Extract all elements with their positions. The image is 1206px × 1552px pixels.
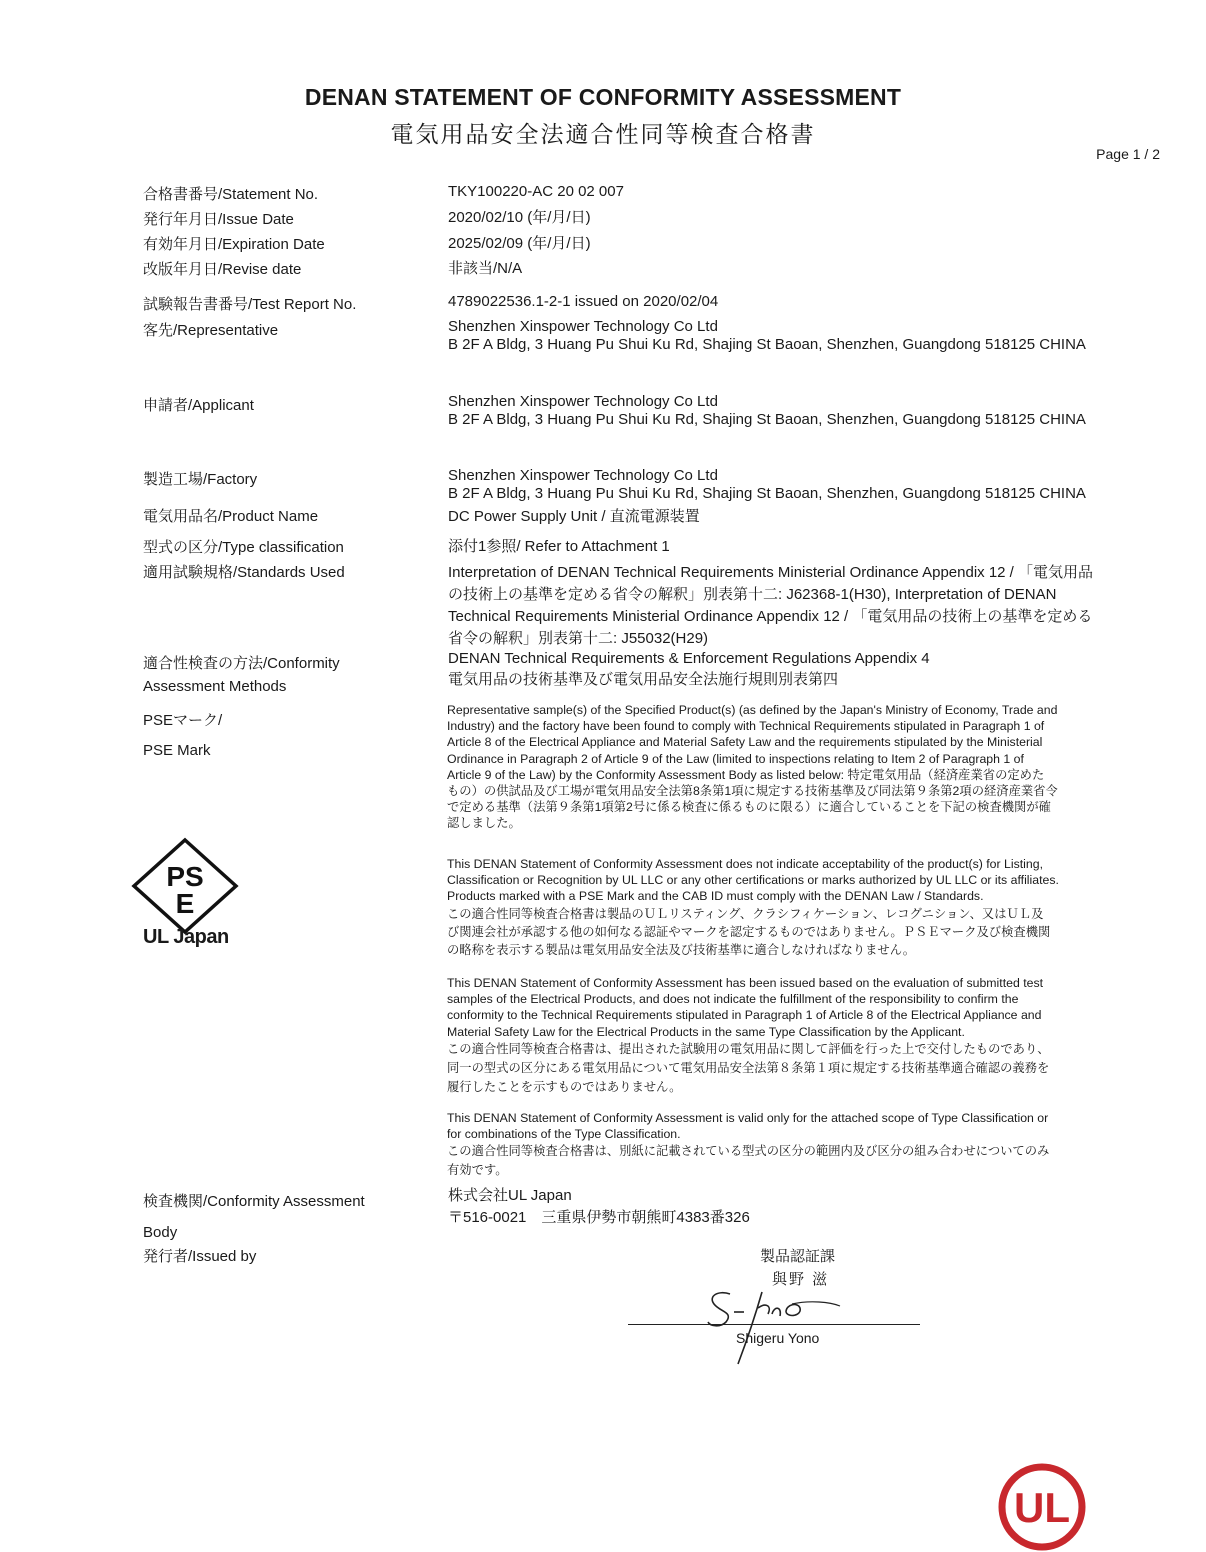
ul-logo bbox=[996, 1462, 1088, 1552]
factory-address: B 2F A Bldg, 3 Huang Pu Shui Ku Rd, Shajing St Baoan, Shenzhen, Guangdong 518125 CHINA bbox=[448, 485, 1086, 502]
issued-by-label: 発行者/Issued by bbox=[143, 1248, 257, 1265]
paragraph-line: Ordinance in Paragraph 2 of Article 9 of the Law (limited to inspections relating to Item 2 of Paragraph 1 of bbox=[447, 751, 1024, 766]
body-label-line: 検査機関/Conformity Assessment bbox=[143, 1193, 365, 1210]
applicant-address: B 2F A Bldg, 3 Huang Pu Shui Ku Rd, Shajing St Baoan, Shenzhen, Guangdong 518125 CHINA bbox=[448, 411, 1086, 428]
type-classification-value: 添付1参照/ Refer to Attachment 1 bbox=[448, 538, 670, 555]
issue-date-value: 2020/02/10 (年/月/日) bbox=[448, 209, 591, 226]
paragraph-line: この適合性同等検査合格書は製品のＵＬリスティング、クラシフィケーション、レコグニション、又はＵＬ及 bbox=[447, 906, 1044, 921]
methods-label-line: Assessment Methods bbox=[143, 678, 287, 695]
document-title-ja: 電気用品安全法適合性同等検査合格書 bbox=[390, 121, 816, 147]
paragraph-line: samples of the Electrical Products, and does not indicate the fulfillment of the responsibility to confirm the bbox=[447, 992, 1019, 1007]
representative-label: 客先/Representative bbox=[143, 322, 279, 339]
pse-logo-e: E bbox=[175, 888, 195, 919]
methods-line: 電気用品の技術基準及び電気用品安全法施行規則別表第四 bbox=[448, 671, 839, 688]
paragraph-line: This DENAN Statement of Conformity Assessment does not indicate acceptability of the product(s) for Listing, bbox=[447, 857, 1043, 871]
pse-mark-label-line: PSEマーク/ bbox=[143, 712, 223, 729]
paragraph-line: この適合性同等検査合格書は、提出された試験用の電気用品に関して評価を行った上で交付したものであり、 bbox=[447, 1041, 1050, 1056]
issuer-name-en: Shigeru Yono bbox=[736, 1330, 820, 1346]
body-address: 〒516-0021 三重県伊勢市朝熊町4383番326 bbox=[448, 1209, 750, 1226]
paragraph-line: for combinations of the Type Classification. bbox=[447, 1127, 681, 1142]
paragraph-validity bbox=[447, 1110, 1159, 1180]
body-label bbox=[143, 1186, 365, 1248]
pse-mark-label bbox=[143, 706, 222, 766]
applicant-name: Shenzhen Xinspower Technology Co Ltd bbox=[448, 393, 718, 410]
pse-logo-ps: PS bbox=[166, 861, 204, 892]
product-name-label: 電気用品名/Product Name bbox=[143, 508, 319, 525]
statement-no-label: 合格書番号/Statement No. bbox=[143, 186, 319, 203]
representative-value bbox=[448, 318, 1086, 354]
paragraph-line: 有効です。 bbox=[447, 1163, 508, 1178]
signature bbox=[700, 1286, 850, 1368]
paragraph-scope bbox=[447, 702, 1159, 832]
standards-line: 省令の解釈」別表第十二: J55032(H29) bbox=[448, 630, 709, 647]
factory-value bbox=[448, 467, 1086, 503]
statement-no-value: TKY100220-AC 20 02 007 bbox=[448, 183, 624, 200]
applicant-value bbox=[448, 393, 1086, 429]
page-number: Page 1 / 2 bbox=[1096, 146, 1160, 162]
revise-date-value: 非該当/N/A bbox=[448, 260, 523, 277]
paragraph-line: Material Safety Law for the Electrical Products in the same Type Classification by the Applicant. bbox=[447, 1024, 965, 1039]
representative-address: B 2F A Bldg, 3 Huang Pu Shui Ku Rd, Shajing St Baoan, Shenzhen, Guangdong 518125 CHINA bbox=[448, 336, 1086, 353]
factory-label: 製造工場/Factory bbox=[143, 471, 258, 488]
factory-name: Shenzhen Xinspower Technology Co Ltd bbox=[448, 467, 718, 484]
signature-line bbox=[628, 1324, 920, 1325]
paragraph-line: 認しました。 bbox=[447, 816, 521, 831]
methods-value bbox=[448, 648, 930, 690]
methods-label bbox=[143, 652, 340, 698]
paragraph-evaluation bbox=[447, 975, 1159, 1097]
body-value bbox=[448, 1185, 750, 1229]
methods-line: DENAN Technical Requirements & Enforcement Regulations Appendix 4 bbox=[448, 650, 930, 667]
standards-value bbox=[448, 562, 1093, 650]
expiration-date-label: 有効年月日/Expiration Date bbox=[143, 236, 325, 253]
paragraph-line: This DENAN Statement of Conformity Assessment has been issued based on the evaluation of submitted test bbox=[447, 976, 1044, 990]
body-label-line: Body bbox=[143, 1224, 178, 1241]
paragraph-line: この適合性同等検査合格書は、別紙に記載されている型式の区分の範囲内及び区分の組み合わせについてのみ bbox=[447, 1144, 1050, 1159]
paragraph-line: 同一の型式の区分にある電気用品について電気用品安全法第８条第１項に規定する技術基準適合確認の義務を bbox=[447, 1060, 1050, 1075]
expiration-date-value: 2025/02/09 (年/月/日) bbox=[448, 235, 591, 252]
issue-date-label: 発行年月日/Issue Date bbox=[143, 211, 294, 228]
type-classification-label: 型式の区分/Type classification bbox=[143, 539, 344, 556]
applicant-label: 申請者/Applicant bbox=[143, 397, 254, 414]
standards-line: の技術上の基準を定める省令の解釈」別表第十二: J62368-1(H30), Interpretation of DENAN bbox=[448, 586, 1057, 603]
standards-line: Technical Requirements Ministerial Ordinance Appendix 12 / 「電気用品の技術上の基準を定める bbox=[448, 608, 1093, 625]
body-name: 株式会社UL Japan bbox=[448, 1187, 572, 1204]
paragraph-line: This DENAN Statement of Conformity Assessment is valid only for the attached scope of Type Classification or bbox=[447, 1111, 1049, 1125]
test-report-label: 試験報告書番号/Test Report No. bbox=[143, 296, 357, 313]
paragraph-line: もの）の供試品及び工場が電気用品安全法第8条第1項に規定する技術基準及び同法第９条第2項の経済産業省令 bbox=[447, 784, 1058, 799]
test-report-value: 4789022536.1-2-1 issued on 2020/02/04 bbox=[448, 293, 719, 310]
document-title-en: DENAN STATEMENT OF CONFORMITY ASSESSMENT bbox=[304, 84, 902, 110]
product-name-value: DC Power Supply Unit / 直流電源装置 bbox=[448, 508, 700, 525]
ul-logo-letters: UL bbox=[1014, 1484, 1070, 1531]
paragraph-line: Classification or Recognition by UL LLC or any other certifications or marks authorized by UL LLC or its affiliates. bbox=[447, 873, 1059, 888]
pse-mark-label-line: PSE Mark bbox=[143, 742, 211, 759]
paragraph-line: 履行したことを示すものではありません。 bbox=[447, 1079, 682, 1094]
paragraph-line: Representative sample(s) of the Specified Product(s) (as defined by the Japan's Ministry of Economy, Trade and bbox=[447, 703, 1058, 717]
paragraph-line: の略称を表示する製品は電気用品安全法及び技術基準に適合しなければなりません。 bbox=[447, 942, 916, 957]
paragraph-line: Article 8 of the Electrical Appliance and Material Safety Law and the requirements stipulated by the Ministerial bbox=[447, 735, 1043, 750]
representative-name: Shenzhen Xinspower Technology Co Ltd bbox=[448, 318, 718, 335]
paragraph-line: Article 9 of the Law) by the Conformity Assessment Body as listed below: 特定電気用品（経済産業省の定めた bbox=[447, 767, 1045, 782]
paragraph-line: conformity to the Technical Requirements stipulated in Paragraph 1 of Article 8 of the Electrical Appliance and bbox=[447, 1008, 1042, 1023]
methods-label-line: 適合性検査の方法/Conformity bbox=[143, 655, 340, 672]
paragraph-line: で定める基準（法第９条第1項第2号に係る検査に係るものに限る）に適合していることを下記の検査機関が確 bbox=[447, 800, 1051, 815]
issuer-name-ja: 與野 滋 bbox=[772, 1271, 830, 1288]
standards-label: 適用試験規格/Standards Used bbox=[143, 564, 345, 581]
paragraph-line: Industry) and the factory have been found to comply with Technical Requirements stipulated in Paragraph 1 of bbox=[447, 719, 1045, 734]
paragraph-line: Products marked with a PSE Mark and the CAB ID must comply with the DENAN Law / Standards. bbox=[447, 889, 984, 904]
issuer-department: 製品認証課 bbox=[760, 1248, 836, 1265]
ul-japan-label: UL Japan bbox=[143, 926, 229, 948]
standards-line: Interpretation of DENAN Technical Requirements Ministerial Ordinance Appendix 12 / 「電気用品 bbox=[448, 564, 1094, 581]
revise-date-label: 改版年月日/Revise date bbox=[143, 261, 302, 278]
paragraph-disclaimer bbox=[447, 856, 1159, 959]
paragraph-line: び関連会社が承認する他の如何なる認証やマークを認定するものではありません。ＰＳＥマーク及び検査機関 bbox=[447, 924, 1051, 939]
